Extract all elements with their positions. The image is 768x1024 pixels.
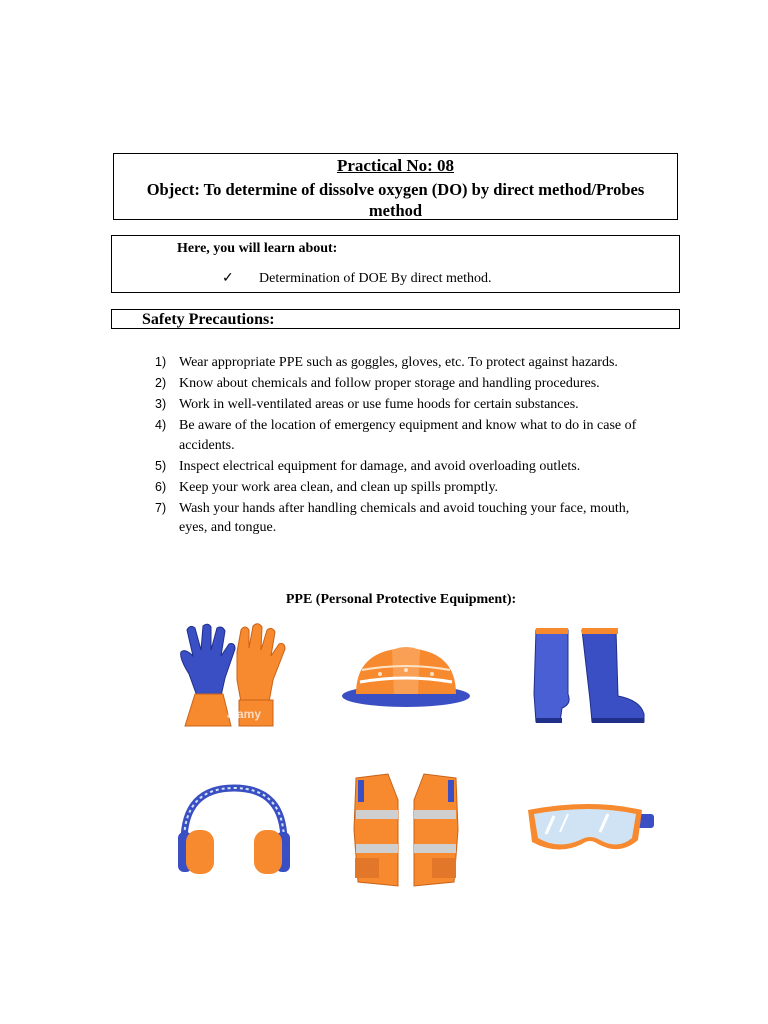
list-number: 4) [155,418,167,432]
list-item [150,457,650,477]
learn-item [222,270,492,287]
safety-header-box [111,309,680,329]
list-item [150,374,650,394]
list-item [150,478,650,498]
safety-goggles-icon [524,798,656,858]
list-item [150,353,650,373]
list-item-text: Wash your hands after handling chemicals and avoid touching your face, mouth, eyes, and tongue. [179,500,630,535]
list-number: 3) [155,397,167,411]
list-item-text: Be aware of the location of emergency equipment and know what to do in case of accidents. [179,418,637,453]
checkmark-icon: ✓ [222,271,234,286]
learn-heading: Here, you will learn about: [177,241,338,256]
list-item-text: Know about chemicals and follow proper storage and handling procedures. [179,376,600,391]
list-item-text: Wear appropriate PPE such as goggles, gloves, etc. To protect against hazards. [179,355,618,370]
hard-hat-icon [340,640,472,710]
ppe-heading: PPE (Personal Protective Equipment): [285,592,517,607]
object-line: Object: To determine of dissolve oxygen (DO) by direct method/Probes method [146,180,645,220]
list-number: 6) [155,479,167,494]
list-item [150,395,650,415]
rubber-boots-icon [528,624,648,726]
safety-title: Safety Precautions: [142,311,275,328]
learn-item-text: Determination of DOE By direct method. [259,270,492,286]
learn-box [111,235,680,293]
list-number: 5) [155,458,167,473]
safety-vest-icon [352,770,460,888]
practical-title: Practical No: 08 [336,156,455,175]
list-item [150,416,650,455]
list-number: 2) [155,376,167,390]
ear-muffs-icon [172,782,296,878]
list-item-text: Work in well-ventilated areas or use fume hoods for certain substances. [179,397,579,412]
watermark-text: alamy [227,707,262,721]
title-box [113,153,678,220]
precautions-list [150,353,650,539]
list-number: 7) [155,500,167,515]
gloves-icon [175,622,293,730]
list-item-text: Keep your work area clean, and clean up spills promptly. [179,479,499,495]
list-item-text: Inspect electrical equipment for damage, and avoid overloading outlets. [179,458,581,474]
list-number: 1) [155,355,167,369]
list-item [150,499,650,538]
